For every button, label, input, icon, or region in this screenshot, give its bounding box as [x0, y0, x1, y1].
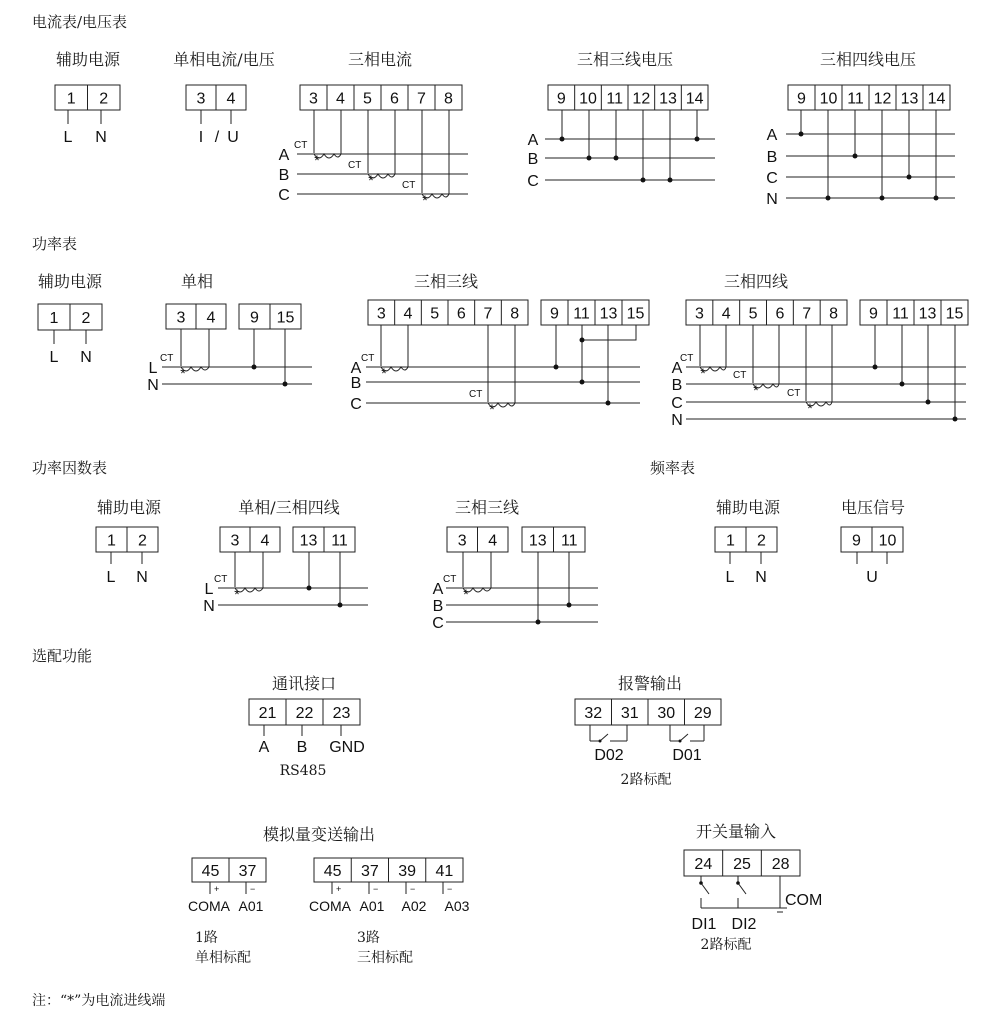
junction-dot [554, 365, 559, 370]
terminal-number: 32 [584, 705, 603, 722]
section-title-meters: 电流表/电压表 [32, 13, 128, 31]
terminal-number: 41 [435, 863, 454, 880]
label-alarm-standard: 2路标配 [620, 772, 672, 788]
ct-coil-c [402, 110, 449, 208]
terminal-block-ttw-voltage [541, 300, 649, 325]
terminal-number: 1 [107, 532, 116, 550]
terminal-number: 21 [258, 705, 277, 722]
terminal-number: 5 [363, 90, 372, 108]
label-rs485-b: B [296, 739, 308, 756]
label-phase-c: C [278, 187, 290, 204]
label-coma: COMA [188, 898, 230, 914]
caption-aux-power: 辅助电源 [96, 498, 162, 517]
terminal-number: 3 [196, 90, 206, 108]
terminal-number: 10 [819, 90, 838, 108]
terminal-block-pf-current [220, 527, 280, 552]
current-input-star: * [180, 365, 186, 381]
junction-dot [668, 178, 673, 183]
terminal-number: 15 [945, 305, 964, 323]
terminal-block-ttw-current [368, 300, 528, 325]
terminal-number: 13 [599, 305, 618, 323]
junction-dot [900, 382, 905, 387]
voltage-taps-tfw-power [873, 325, 958, 422]
junction-dot [338, 603, 343, 608]
terminal-number: 24 [694, 856, 713, 873]
terminal-block-tfw-current [686, 300, 847, 325]
label-n: N [136, 569, 148, 586]
minus-sign: − [410, 884, 416, 894]
label-d01: D01 [672, 747, 702, 764]
ct-label: CT [294, 140, 308, 151]
terminal-block-single-phase-current [166, 304, 226, 329]
caption-three-phase-four-wire-voltage: 三相四线电压 [819, 50, 917, 69]
terminal-number: 14 [685, 90, 704, 108]
terminal-number: 11 [892, 305, 909, 323]
label-coma: COMA [309, 898, 351, 914]
terminal-number: 4 [336, 90, 345, 108]
analog-pin-marks [210, 882, 452, 894]
current-input-star: * [368, 172, 374, 188]
terminal-block-single-phase-voltage [239, 304, 301, 329]
label-di2: DI2 [731, 916, 757, 933]
terminal-number: 23 [332, 705, 351, 722]
label-neutral-n: N [766, 191, 778, 208]
ct-coil-a [361, 325, 408, 381]
terminal-block-alarm [575, 699, 721, 725]
junction-dot [283, 382, 288, 387]
junction-dot [695, 137, 700, 142]
label-phase-b: B [350, 375, 362, 392]
terminal-number: 11 [331, 532, 348, 550]
terminal-number: 14 [927, 90, 946, 108]
terminal-number: 1 [726, 532, 735, 550]
terminal-number: 11 [573, 305, 590, 323]
terminal-block-aux-power [38, 304, 102, 330]
ct-coil-l [214, 552, 263, 602]
terminal-number: 8 [829, 305, 839, 323]
junction-dot [567, 603, 572, 608]
caption-switch-input: 开关量输入 [695, 822, 777, 841]
label-slash: / [214, 129, 220, 146]
terminal-number: 3 [176, 309, 186, 327]
junction-dot [641, 178, 646, 183]
terminal-number: 6 [775, 305, 785, 323]
terminal-number: 13 [528, 532, 547, 550]
junction-dot [252, 365, 257, 370]
terminal-number: 11 [847, 90, 864, 108]
caption-three-phase-three-wire-voltage: 三相三线电压 [576, 50, 674, 69]
label-phase-a: A [527, 132, 539, 149]
ct-coil-l [160, 329, 209, 381]
label-phase-b: B [671, 377, 683, 394]
label-l: L [148, 360, 158, 377]
label-phase-a: A [671, 360, 683, 377]
label-di1: DI1 [691, 916, 717, 933]
label-phase-c: C [350, 396, 362, 413]
terminal-jumper [582, 325, 636, 340]
terminal-number: 9 [250, 309, 259, 327]
terminal-number: 13 [299, 532, 318, 550]
junction-dot [307, 586, 312, 591]
terminal-number: 37 [360, 863, 379, 880]
label-rs485-a: A [258, 739, 270, 756]
terminal-number: 4 [403, 305, 413, 323]
plus-sign: + [214, 884, 220, 894]
terminal-block-aux-power [715, 527, 777, 552]
label-i: I [198, 129, 204, 146]
minus-sign: − [250, 884, 256, 894]
minus-sign: − [447, 884, 453, 894]
junction-dot [587, 156, 592, 161]
minus-sign: − [373, 884, 379, 894]
terminal-number: 4 [488, 532, 498, 550]
terminal-number: 7 [483, 305, 493, 323]
junction-dot [614, 156, 619, 161]
terminal-number: 1 [49, 310, 59, 327]
terminal-number: 3 [694, 305, 704, 323]
ct-label: CT [160, 353, 174, 364]
terminal-block-pf-ttw-current [447, 527, 508, 552]
terminal-block-voltage-signal [841, 527, 903, 552]
terminal-number: 4 [226, 90, 236, 108]
label-phase-a: A [278, 147, 290, 164]
terminal-block-aux-power [96, 527, 158, 552]
ct-coil-a [680, 325, 726, 381]
terminal-number: 9 [797, 90, 806, 108]
ct-label: CT [787, 388, 801, 399]
label-a03: A03 [444, 898, 470, 914]
caption-single-or-three-phase-four-wire: 单相/三相四线 [238, 498, 340, 517]
terminal-number: 39 [398, 863, 417, 880]
ct-label: CT [469, 389, 483, 400]
label-n: N [755, 569, 767, 586]
terminal-number: 9 [852, 532, 861, 550]
terminal-block-three-phase-current [300, 85, 462, 110]
current-input-star: * [489, 401, 495, 417]
terminal-number: 30 [657, 705, 676, 722]
terminal-number: 1 [66, 90, 76, 108]
terminal-number: 45 [323, 863, 342, 880]
terminal-number: 10 [579, 90, 597, 108]
ct-label: CT [733, 370, 747, 381]
terminal-number: 13 [659, 90, 677, 108]
label-n: N [203, 598, 215, 615]
label-analog-single-standard: 单相标配 [195, 950, 251, 966]
terminal-number: 8 [510, 305, 520, 323]
terminal-block-aux-power [55, 85, 120, 110]
ct-coil-b [348, 110, 395, 188]
terminal-number: 9 [869, 305, 878, 323]
caption-aux-power: 辅助电源 [55, 50, 121, 69]
label-a01: A01 [238, 898, 264, 914]
junction-dot [799, 132, 804, 137]
label-phase-b: B [766, 149, 778, 166]
label-switch-input-standard: 2路标配 [700, 937, 752, 953]
footnote: 注：“*”为电流进线端 [32, 993, 166, 1009]
caption-alarm-output: 报警输出 [617, 674, 683, 693]
terminal-number: 45 [201, 863, 220, 880]
label-neutral-n: N [671, 412, 683, 429]
label-phase-c: C [527, 173, 539, 190]
ct-label: CT [214, 574, 228, 585]
ct-coil-a [294, 110, 341, 168]
terminal-number: 12 [632, 90, 651, 108]
terminal-number: 2 [138, 532, 147, 550]
junction-dot [536, 620, 541, 625]
terminal-number: 5 [748, 305, 758, 323]
current-input-star: * [314, 152, 320, 168]
label-phase-b: B [527, 151, 539, 168]
terminal-block-tfw-voltage [788, 85, 950, 110]
terminal-number: 3 [457, 532, 467, 550]
ct-label: CT [361, 353, 375, 364]
current-input-star: * [753, 382, 759, 398]
terminal-number: 6 [390, 90, 399, 108]
terminal-block-single-current-voltage [186, 85, 246, 110]
current-input-star: * [381, 365, 387, 381]
ct-label: CT [680, 353, 694, 364]
voltage-taps-pf-single [307, 552, 343, 608]
caption-three-phase-four-wire: 三相四线 [723, 272, 789, 291]
current-input-star: * [463, 586, 469, 602]
junction-dot [580, 380, 585, 385]
relay-contact-d02 [590, 725, 627, 743]
label-analog-three-channel: 3路 [357, 930, 380, 946]
terminal-number: 3 [376, 305, 386, 323]
caption-three-phase-three-wire: 三相三线 [454, 498, 520, 517]
terminal-number: 37 [238, 863, 257, 880]
terminal-number: 9 [550, 305, 559, 323]
label-l: L [106, 569, 116, 586]
label-l: L [49, 349, 59, 366]
caption-analog-transmission-output: 模拟量变送输出 [262, 825, 376, 844]
terminal-number: 9 [556, 90, 566, 108]
current-input-star: * [234, 586, 240, 602]
ct-label: CT [443, 574, 457, 585]
caption-aux-power: 辅助电源 [715, 498, 781, 517]
label-l: L [725, 569, 735, 586]
terminal-number: 3 [309, 90, 318, 108]
label-a01: A01 [359, 898, 385, 914]
terminal-number: 15 [626, 305, 645, 323]
label-d02: D02 [594, 747, 624, 764]
label-u: U [866, 569, 878, 586]
terminal-number: 2 [757, 532, 766, 550]
voltage-taps-single [252, 329, 288, 387]
ct-label: CT [348, 160, 362, 171]
terminal-block-ttw-voltage [548, 85, 708, 110]
terminal-number: 12 [873, 90, 892, 108]
terminal-number: 11 [560, 532, 578, 550]
terminal-number: 13 [918, 305, 937, 323]
terminal-number: 3 [230, 532, 240, 550]
label-gnd: GND [329, 739, 365, 756]
junction-dot [907, 175, 912, 180]
ct-coil-a [443, 552, 491, 602]
label-analog-three-standard: 三相标配 [357, 950, 413, 966]
caption-communication-interface: 通讯接口 [271, 674, 337, 693]
terminal-number: 8 [444, 90, 453, 108]
label-phase-b: B [278, 167, 290, 184]
section-title-power-factor-meter: 功率因数表 [32, 459, 108, 477]
terminal-number: 5 [430, 305, 440, 323]
label-phase-c: C [671, 395, 683, 412]
junction-dot [826, 196, 831, 201]
ct-label: CT [402, 180, 416, 191]
junction-dot [934, 196, 939, 201]
terminal-block-analog-one [192, 858, 266, 882]
terminal-number: 2 [81, 310, 91, 327]
caption-aux-power: 辅助电源 [37, 272, 103, 291]
junction-dot [880, 196, 885, 201]
junction-dot [560, 137, 565, 142]
terminal-number: 29 [693, 705, 712, 722]
label-phase-a: A [432, 581, 444, 598]
relay-contact-d01 [670, 725, 704, 743]
label-com: COM [785, 892, 823, 909]
caption-single-current-voltage: 单相电流/电压 [173, 50, 275, 69]
label-phase-b: B [432, 598, 444, 615]
label-n: N [147, 377, 159, 394]
voltage-taps-tfw [799, 110, 939, 201]
section-title-power-meter: 功率表 [32, 235, 78, 253]
junction-dot [606, 401, 611, 406]
current-input-star: * [807, 400, 813, 416]
section-title-optional-functions: 选配功能 [32, 647, 93, 665]
label-n: N [80, 349, 92, 366]
terminal-block-pf-voltage [293, 527, 355, 552]
label-a02: A02 [401, 898, 427, 914]
terminal-block-analog-three [314, 858, 463, 882]
terminal-number: 15 [276, 309, 295, 327]
label-phase-c: C [432, 615, 444, 632]
terminal-number: 4 [206, 309, 216, 327]
terminal-block-communication [249, 699, 360, 725]
ct-coil-b [733, 325, 779, 398]
terminal-block-tfw-voltage [860, 300, 968, 325]
caption-voltage-signal: 电压信号 [840, 498, 906, 517]
section-title-frequency-meter: 频率表 [650, 459, 696, 477]
voltage-taps-ttw [560, 110, 700, 183]
label-analog-one-channel: 1路 [195, 930, 218, 946]
caption-three-phase-three-wire: 三相三线 [413, 272, 479, 291]
junction-dot [873, 365, 878, 370]
terminal-number: 7 [802, 305, 812, 323]
caption-three-phase-current: 三相电流 [347, 50, 413, 69]
junction-dot [853, 154, 858, 159]
label-phase-a: A [350, 360, 362, 377]
label-n: N [95, 129, 107, 146]
terminal-number: 28 [771, 856, 790, 873]
terminal-block-switch-input [684, 850, 800, 876]
label-phase-a: A [766, 127, 778, 144]
plus-sign: + [336, 884, 342, 894]
caption-single-phase: 单相 [180, 272, 214, 291]
label-rs485: RS485 [279, 763, 327, 779]
junction-dot [926, 400, 931, 405]
junction-dot [953, 417, 958, 422]
label-u: U [227, 129, 239, 146]
terminal-number: 11 [606, 90, 623, 108]
terminal-number: 22 [295, 705, 314, 722]
label-l: L [204, 581, 214, 598]
current-input-star: * [422, 192, 428, 208]
current-input-star: * [700, 365, 706, 381]
terminal-number: 6 [456, 305, 466, 323]
terminal-number: 4 [721, 305, 731, 323]
terminal-number: 31 [620, 705, 639, 722]
terminal-number: 13 [900, 90, 919, 108]
label-phase-c: C [766, 170, 778, 187]
label-l: L [63, 129, 73, 146]
terminal-block-pf-ttw-voltage [522, 527, 585, 552]
terminal-number: 4 [260, 532, 270, 550]
terminal-number: 10 [878, 532, 897, 550]
terminal-number: 7 [417, 90, 426, 108]
terminal-number: 25 [733, 856, 751, 873]
terminal-number: 2 [99, 90, 109, 108]
